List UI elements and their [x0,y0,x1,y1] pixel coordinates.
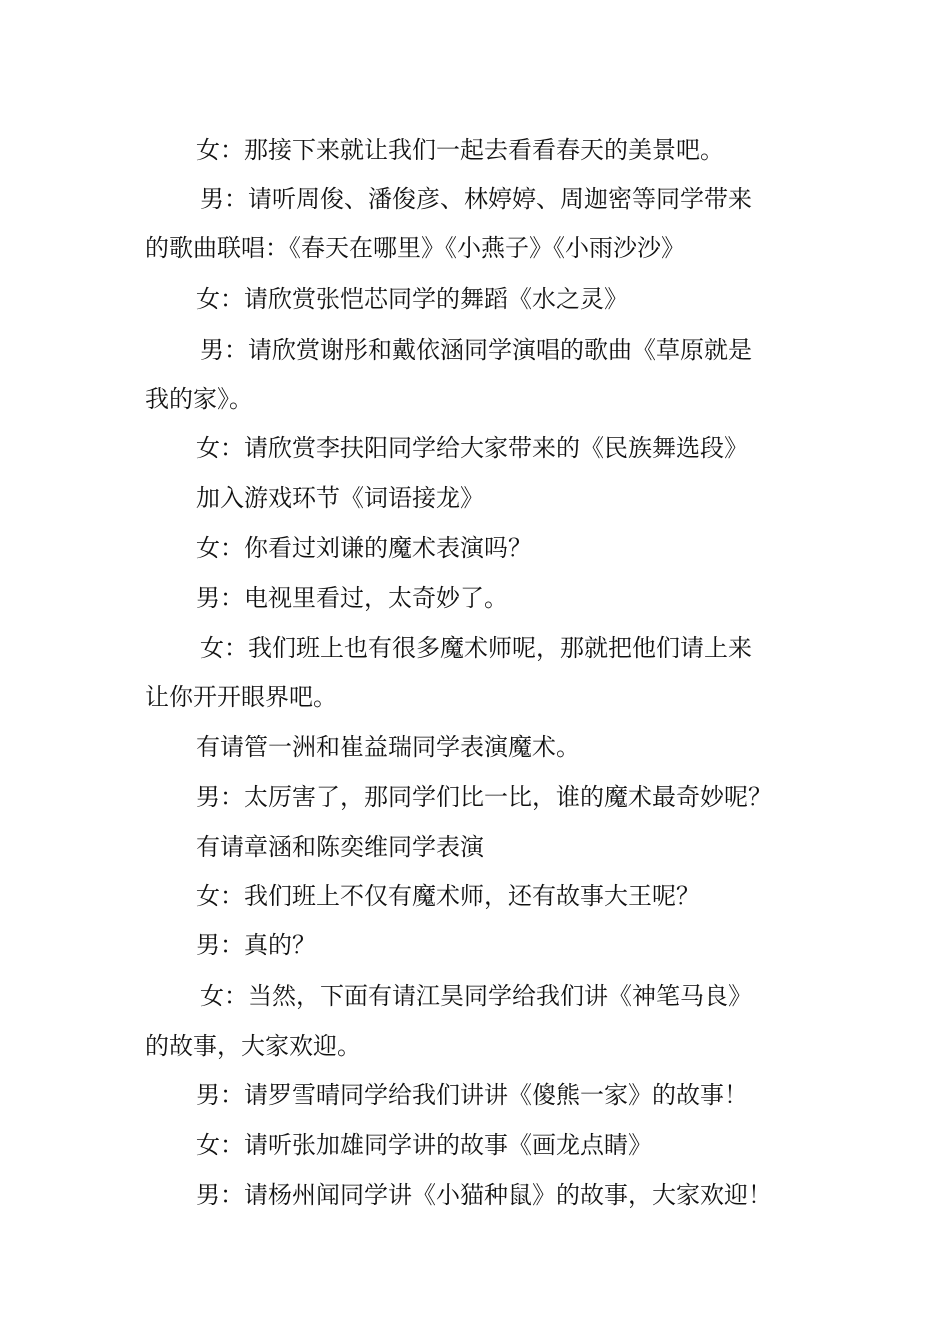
text-line-20: 男：请罗雪晴同学给我们讲讲《傻熊一家》的故事！ [196,1081,748,1109]
text-line-9: 女：你看过刘谦的魔术表演吗？ [196,534,532,562]
text-line-15: 有请章涵和陈奕维同学表演 [196,833,484,861]
text-line-7: 女：请欣赏李扶阳同学给大家带来的《民族舞选段》 [196,434,748,462]
text-line-14: 男：太厉害了，那同学们比一比，谁的魔术最奇妙呢？ [196,783,772,811]
text-line-6: 我的家》。 [145,385,253,413]
text-line-16: 女：我们班上不仅有魔术师，还有故事大王呢？ [196,882,700,910]
text-line-8: 加入游戏环节《词语接龙》 [196,484,484,512]
text-line-2: 男：请听周俊、潘俊彦、林婷婷、周迦密等同学带来 [200,185,752,213]
text-line-18: 女：当然，下面有请江昊同学给我们讲《神笔马良》 [200,982,752,1010]
text-line-22: 男：请杨州闻同学讲《小猫种鼠》的故事，大家欢迎！ [196,1181,772,1209]
text-line-13: 有请管一洲和崔益瑞同学表演魔术。 [196,733,580,761]
text-line-5: 男：请欣赏谢彤和戴依涵同学演唱的歌曲《草原就是 [200,336,752,364]
text-line-11: 女：我们班上也有很多魔术师呢，那就把他们请上来 [200,634,752,662]
text-line-3: 的歌曲联唱：《春天在哪里》《小燕子》《小雨沙沙》 [145,234,685,262]
text-line-21: 女：请听张加雄同学讲的故事《画龙点睛》 [196,1131,652,1159]
text-line-1: 女：那接下来就让我们一起去看看春天的美景吧。 [196,136,724,164]
text-line-4: 女：请欣赏张恺芯同学的舞蹈《水之灵》 [196,285,628,313]
text-line-12: 让你开开眼界吧。 [145,683,337,711]
text-line-19: 的故事，大家欢迎。 [145,1032,361,1060]
text-line-17: 男：真的？ [196,931,316,959]
text-line-10: 男：电视里看过，太奇妙了。 [196,584,508,612]
